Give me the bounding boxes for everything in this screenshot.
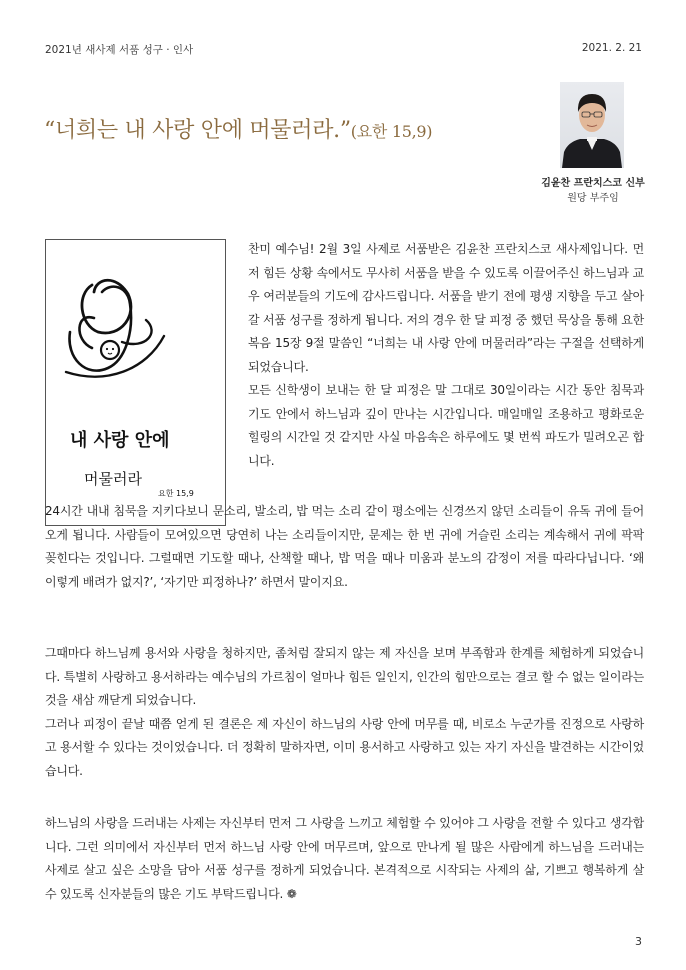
header-section-title: 2021년 새사제 서품 성구 · 인사 <box>45 44 194 56</box>
author-name: 김윤찬 프란치스코 신부 <box>541 178 645 189</box>
calligraphy-artwork <box>45 239 226 526</box>
body-text-upper <box>248 238 644 473</box>
body-text-wrap <box>45 500 644 594</box>
body-paragraph: 그러나 피정이 끝날 때쯤 얻게 된 결론은 제 자신이 하느님의 사랑 안에 머무를 때, 비로소 누군가를 진정으로 사랑하고 용서할 수 있다는 것이었습니다. 더 정확히 말하자면, 이미 용서하고 사랑하고 있는 자기 자신을 발견하는 시간이었습니다. <box>45 716 644 778</box>
header-date: 2021. 2. 21 <box>581 42 642 54</box>
author-photo <box>560 82 624 168</box>
body-paragraph: 하느님의 사랑을 드러내는 사제는 자신부터 먼저 그 사랑을 느끼고 체험할 수 있어야 그 사랑을 전할 수 있다고 생각합니다. 그런 의미에서 자신부터 먼저 하느님 사랑 안에 머무르며, 앞으로 만나게 될 많은 사람에게 하느님을 드러내는 사제로 살고 싶은 소망을 담아 서품 성구를 정하게 되었습니다. 본격적으로 시작되는 사제의 삶, 기쁘고 행복하게 살 수 있도록 신자분들의 많은 기도 부탁드립니다. ❁ <box>45 816 644 901</box>
artwork-text-line1: 내 사랑 안에 <box>70 430 170 451</box>
body-paragraph: 그때마다 하느님께 용서와 사랑을 청하지만, 좀처럼 잘되지 않는 제 자신을 보며 부족함과 한계를 체험하게 되었습니다. 특별히 사랑하고 용서하라는 예수님의 가르침이 얼마나 힘든 일인지, 인간의 힘만으로는 결코 할 수 없는 일이라는 것을 새삼 깨닫게 되었습니다. <box>45 646 644 707</box>
body-text-middle <box>45 642 644 783</box>
artwork-text-line2: 머물러라 <box>84 470 142 488</box>
body-paragraph: 모든 신학생이 보내는 한 달 피정은 말 그대로 30일이라는 시간 동안 침묵과 기도 안에서 하느님과 깊이 만나는 시간입니다. 매일매일 조용하고 평화로운 힐링의 시간일 것 같지만 사실 마음속은 하루에도 몇 번씩 파도가 밀려오곤 합니다. <box>248 383 644 468</box>
body-paragraph: 찬미 예수님! 2월 3일 사제로 서품받은 김윤찬 프란치스코 새사제입니다. 먼저 힘든 상황 속에서도 무사히 서품을 받을 수 있도록 이끌어주신 하느님과 교우 여러분들의 기도에 감사드립니다. 서품을 받기 전에 평생 지향을 두고 살아갈 서품 성구를 정하게 됩니다. 저의 경우 한 달 피정 중 했던 묵상을 통해 요한복음 15장 9절 말씀인 “너희는 내 사랑 안에 머물러라”라는 구절을 선택하게 되었습니다. <box>248 242 644 374</box>
title-reference: (요한 15,9) <box>350 122 433 141</box>
page-title <box>44 113 432 144</box>
page-number: 3 <box>635 935 642 948</box>
body-paragraph: 24시간 내내 침묵을 지키다보니 문소리, 발소리, 밥 먹는 소리 같이 평소에는 신경쓰지 않던 소리들이 유독 귀에 들어오게 됩니다. 사람들이 모여있으면 당연히 나는 소리들이지만, 문제는 한 번 귀에 거슬린 소리는 계속해서 귀에 팍팍 꽂힌다는 것입니다. 그럴때면 기도할 때나, 산책할 때나, 밥 먹을 때나 미움과 분노의 감정이 저를 따라다닙니다. ‘왜 이렇게 배려가 없지?’, ‘자기만 피정하나?’ 하면서 말이지요. <box>45 504 644 589</box>
artwork-reference: 요한 15,9 <box>158 489 194 498</box>
body-text-closing <box>45 812 644 906</box>
author-role: 원당 부주임 <box>567 193 619 204</box>
title-quote: “너희는 내 사랑 안에 머물러라.” <box>44 118 351 143</box>
